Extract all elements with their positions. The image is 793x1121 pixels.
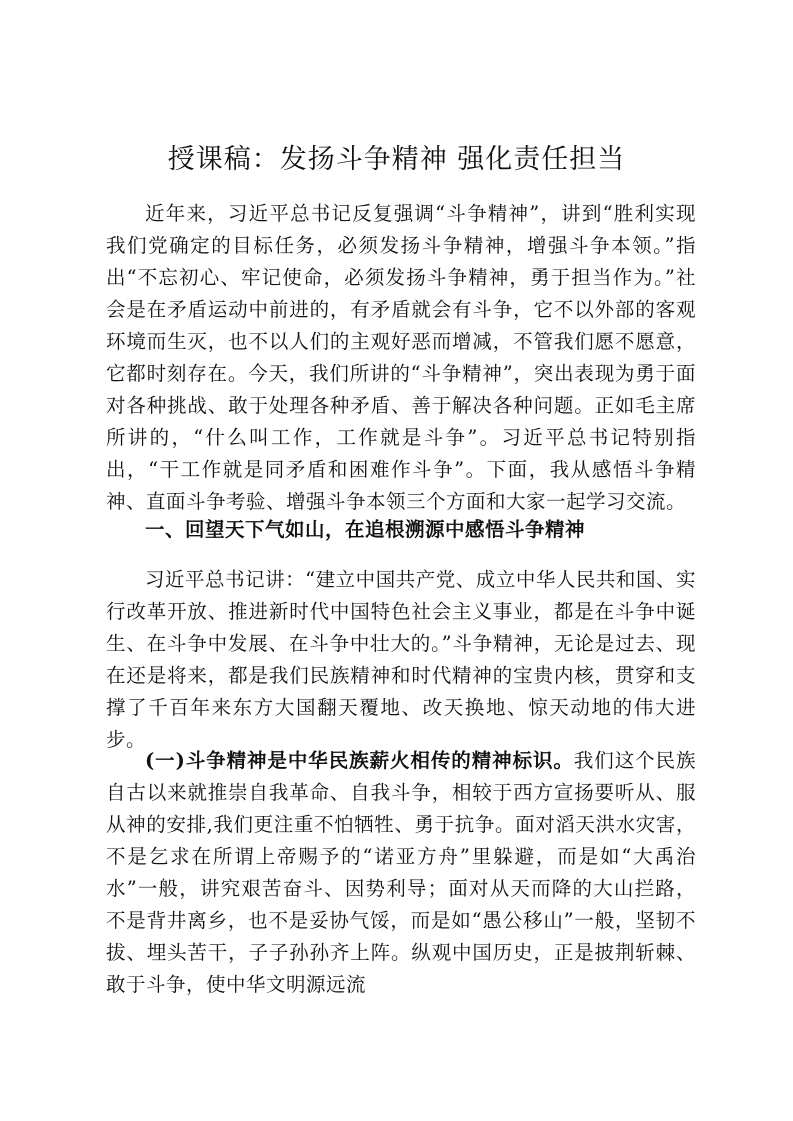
intro-paragraph: 近年来，习近平总书记反复强调“斗争精神”，讲到“胜利实现我们党确定的目标任务，必须发扬斗争精神，增强斗争本领。”指出“不忘初心、牢记使命，必须发扬斗争精神，勇于担当作为。”社会是在矛盾运动中前进的，有矛盾就会有斗争，它不以外部的客观环境而生灭，也不以人们的主观好恶而增减，不管我们愿不愿意，它都时刻存在。今天，我们所讲的“斗争精神”，突出表现为勇于面对各种挑战、敢于处理各种矛盾、善于解决各种问题。正如毛主席所讲的，“什么叫工作，工作就是斗争”。习近平总书记特别指出，“干工作就是同矛盾和困难作斗争”。下面，我从感悟斗争精神、直面斗争考验、增强斗争本领三个方面和大家一起学习交流。 bbox=[106, 202, 696, 513]
document-title: 授课稿：发扬斗争精神 强化责任担当 bbox=[167, 144, 626, 175]
subsection-1-paragraph bbox=[106, 745, 696, 1001]
subsection-1-text: 我们这个民族自古以来就推崇自我革命、自我斗争，相较于西方宣扬要听从、服从神的安排,我们更注重不怕牺牲、勇于抗争。面对滔天洪水灾害，不是乞求在所谓上帝赐予的“诺亚方舟”里躲避，而是如“大禹治水”一般，讲究艰苦奋斗、因势利导；面对从天而降的大山拦路，不是背井离乡，也不是妥协气馁，而是如“愚公移山”一般，坚韧不拔、埋头苦干，子子孙孙齐上阵。纵观中国历史，正是披荆斩棘、敢于斗争，使中华文明源远流 bbox=[106, 749, 696, 996]
section-heading-1: 一、回望天下气如山，在追根溯源中感悟斗争精神 bbox=[145, 518, 586, 541]
section-1-paragraph: 习近平总书记讲：“建立中国共产党、成立中华人民共和国、实行改革开放、推进新时代中国特色社会主义事业，都是在斗争中诞生、在斗争中发展、在斗争中壮大的。”斗争精神，无论是过去、现在还是将来，都是我们民族精神和时代精神的宝贵内核，贯穿和支撑了千百年来东方大国翻天覆地、改天换地、惊天动地的伟大进步。 bbox=[106, 568, 696, 751]
subsection-1-lead: (一)斗争精神是中华民族薪火相传的精神标识。 bbox=[145, 749, 574, 772]
